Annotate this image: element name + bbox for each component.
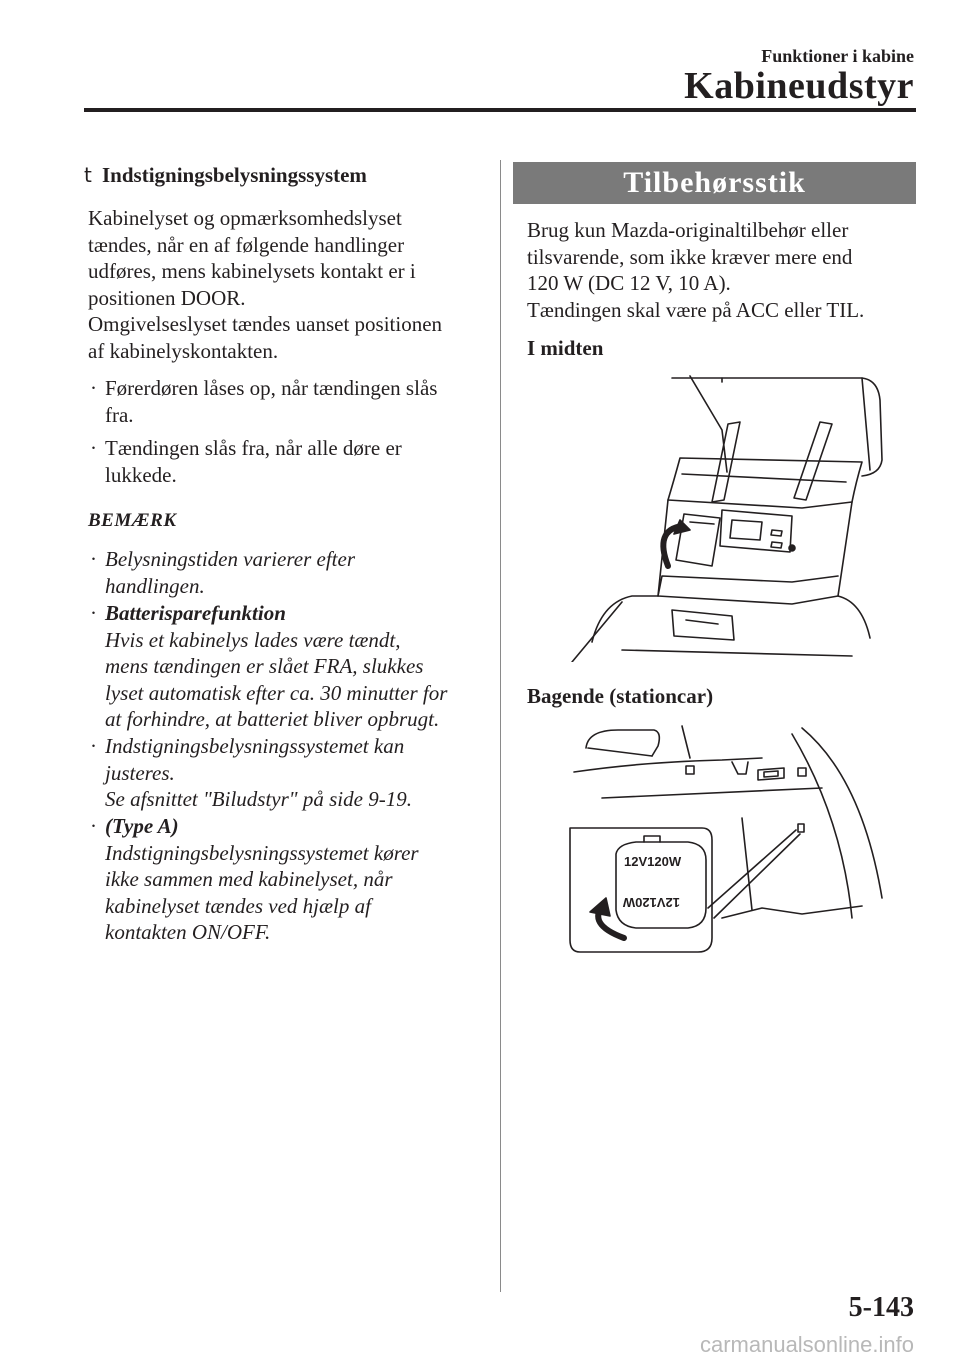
watermark-link[interactable]: carmanualsonline.info xyxy=(699,1332,914,1357)
section-title xyxy=(84,163,367,188)
center-console-illustration xyxy=(562,370,888,662)
text-line: lukkede. xyxy=(105,462,177,487)
text-line: tændes, når en af følgende handlinger xyxy=(88,232,405,257)
text-line: Indstigningsbelysningssystemet kører xyxy=(105,840,419,865)
text-line: 120 W (DC 12 V, 10 A). xyxy=(527,271,731,296)
column-divider xyxy=(500,160,501,1292)
text-line: mens tændingen er slået FRA, slukkes xyxy=(105,654,424,679)
text-line: handlingen. xyxy=(105,573,205,598)
text-line: kabinelyset tændes ved hjælp af xyxy=(105,893,371,918)
subheading-center: I midten xyxy=(527,336,604,360)
section-banner: Tilbehørsstik xyxy=(513,162,916,204)
text-line: at forhindre, at batteriet bliver opbrugt. xyxy=(105,707,440,732)
note-item xyxy=(90,600,490,733)
bullet-dot-icon: · xyxy=(90,376,97,400)
text-line: tilsvarende, som ikke kræver mere end xyxy=(527,244,853,269)
bullet-dot-icon: · xyxy=(90,814,97,838)
note-item xyxy=(90,813,490,946)
text-line: positionen DOOR. xyxy=(88,285,246,310)
note-item xyxy=(90,733,490,813)
text-line: lyset automatisk efter ca. 30 minutter for xyxy=(105,680,448,705)
text-line: Se afsnittet "Biludstyr" på side 9-19. xyxy=(105,787,412,812)
text-line: Kabinelyset og opmærksomhedslyset xyxy=(88,206,402,230)
text-line: Indstigningsbelysningssystemet kan xyxy=(105,734,405,758)
bullet-item xyxy=(90,435,490,488)
section-marker-icon: t xyxy=(84,163,92,187)
text-line: justeres. xyxy=(105,760,175,785)
section-title-text: Indstigningsbelysningssystem xyxy=(102,163,367,187)
note-item xyxy=(90,546,490,599)
intro-paragraph xyxy=(88,205,488,365)
text-line: fra. xyxy=(105,402,134,427)
chapter-title: Kabineudstyr xyxy=(684,65,914,107)
text-line: Belysningstiden varierer efter xyxy=(105,547,355,571)
subheading-rear: Bagende (stationcar) xyxy=(527,684,714,708)
text-line: af kabinelyskontakten. xyxy=(88,338,279,363)
bullet-dot-icon: · xyxy=(90,547,97,571)
text-line: Brug kun Mazda-originaltilbehør eller xyxy=(527,218,849,242)
text-line: udføres, mens kabinelysets kontakt er i xyxy=(88,259,416,284)
rear-cargo-socket-illustration xyxy=(562,718,888,956)
note-item-title: Batterisparefunktion xyxy=(105,601,286,625)
note-heading: BEMÆRK xyxy=(88,510,177,531)
socket-label-bottom: 12V120W xyxy=(622,895,680,910)
text-line: Førerdøren låses op, når tændingen slås xyxy=(105,376,438,400)
note-item-title: (Type A) xyxy=(105,814,179,838)
socket-label-top: 12V120W xyxy=(624,854,682,869)
section-header: Funktioner i kabine xyxy=(761,46,914,66)
text-line: Omgivelseslyset tændes uanset positionen xyxy=(88,312,443,337)
text-line: ikke sammen med kabinelyset, når xyxy=(105,867,393,892)
bullet-item xyxy=(90,375,490,428)
text-line: Hvis et kabinelys lades være tændt, xyxy=(105,627,401,652)
page-number: 5-143 xyxy=(848,1292,914,1323)
bullet-dot-icon: · xyxy=(90,734,97,758)
text-line: kontakten ON/OFF. xyxy=(105,920,271,945)
text-line: Tændingen slås fra, når alle døre er xyxy=(105,436,402,460)
bullet-dot-icon: · xyxy=(90,436,97,460)
bullet-dot-icon: · xyxy=(90,601,97,625)
accessory-intro-paragraph xyxy=(527,217,917,323)
header-rule xyxy=(84,108,916,112)
text-line: Tændingen skal være på ACC eller TIL. xyxy=(527,297,865,322)
